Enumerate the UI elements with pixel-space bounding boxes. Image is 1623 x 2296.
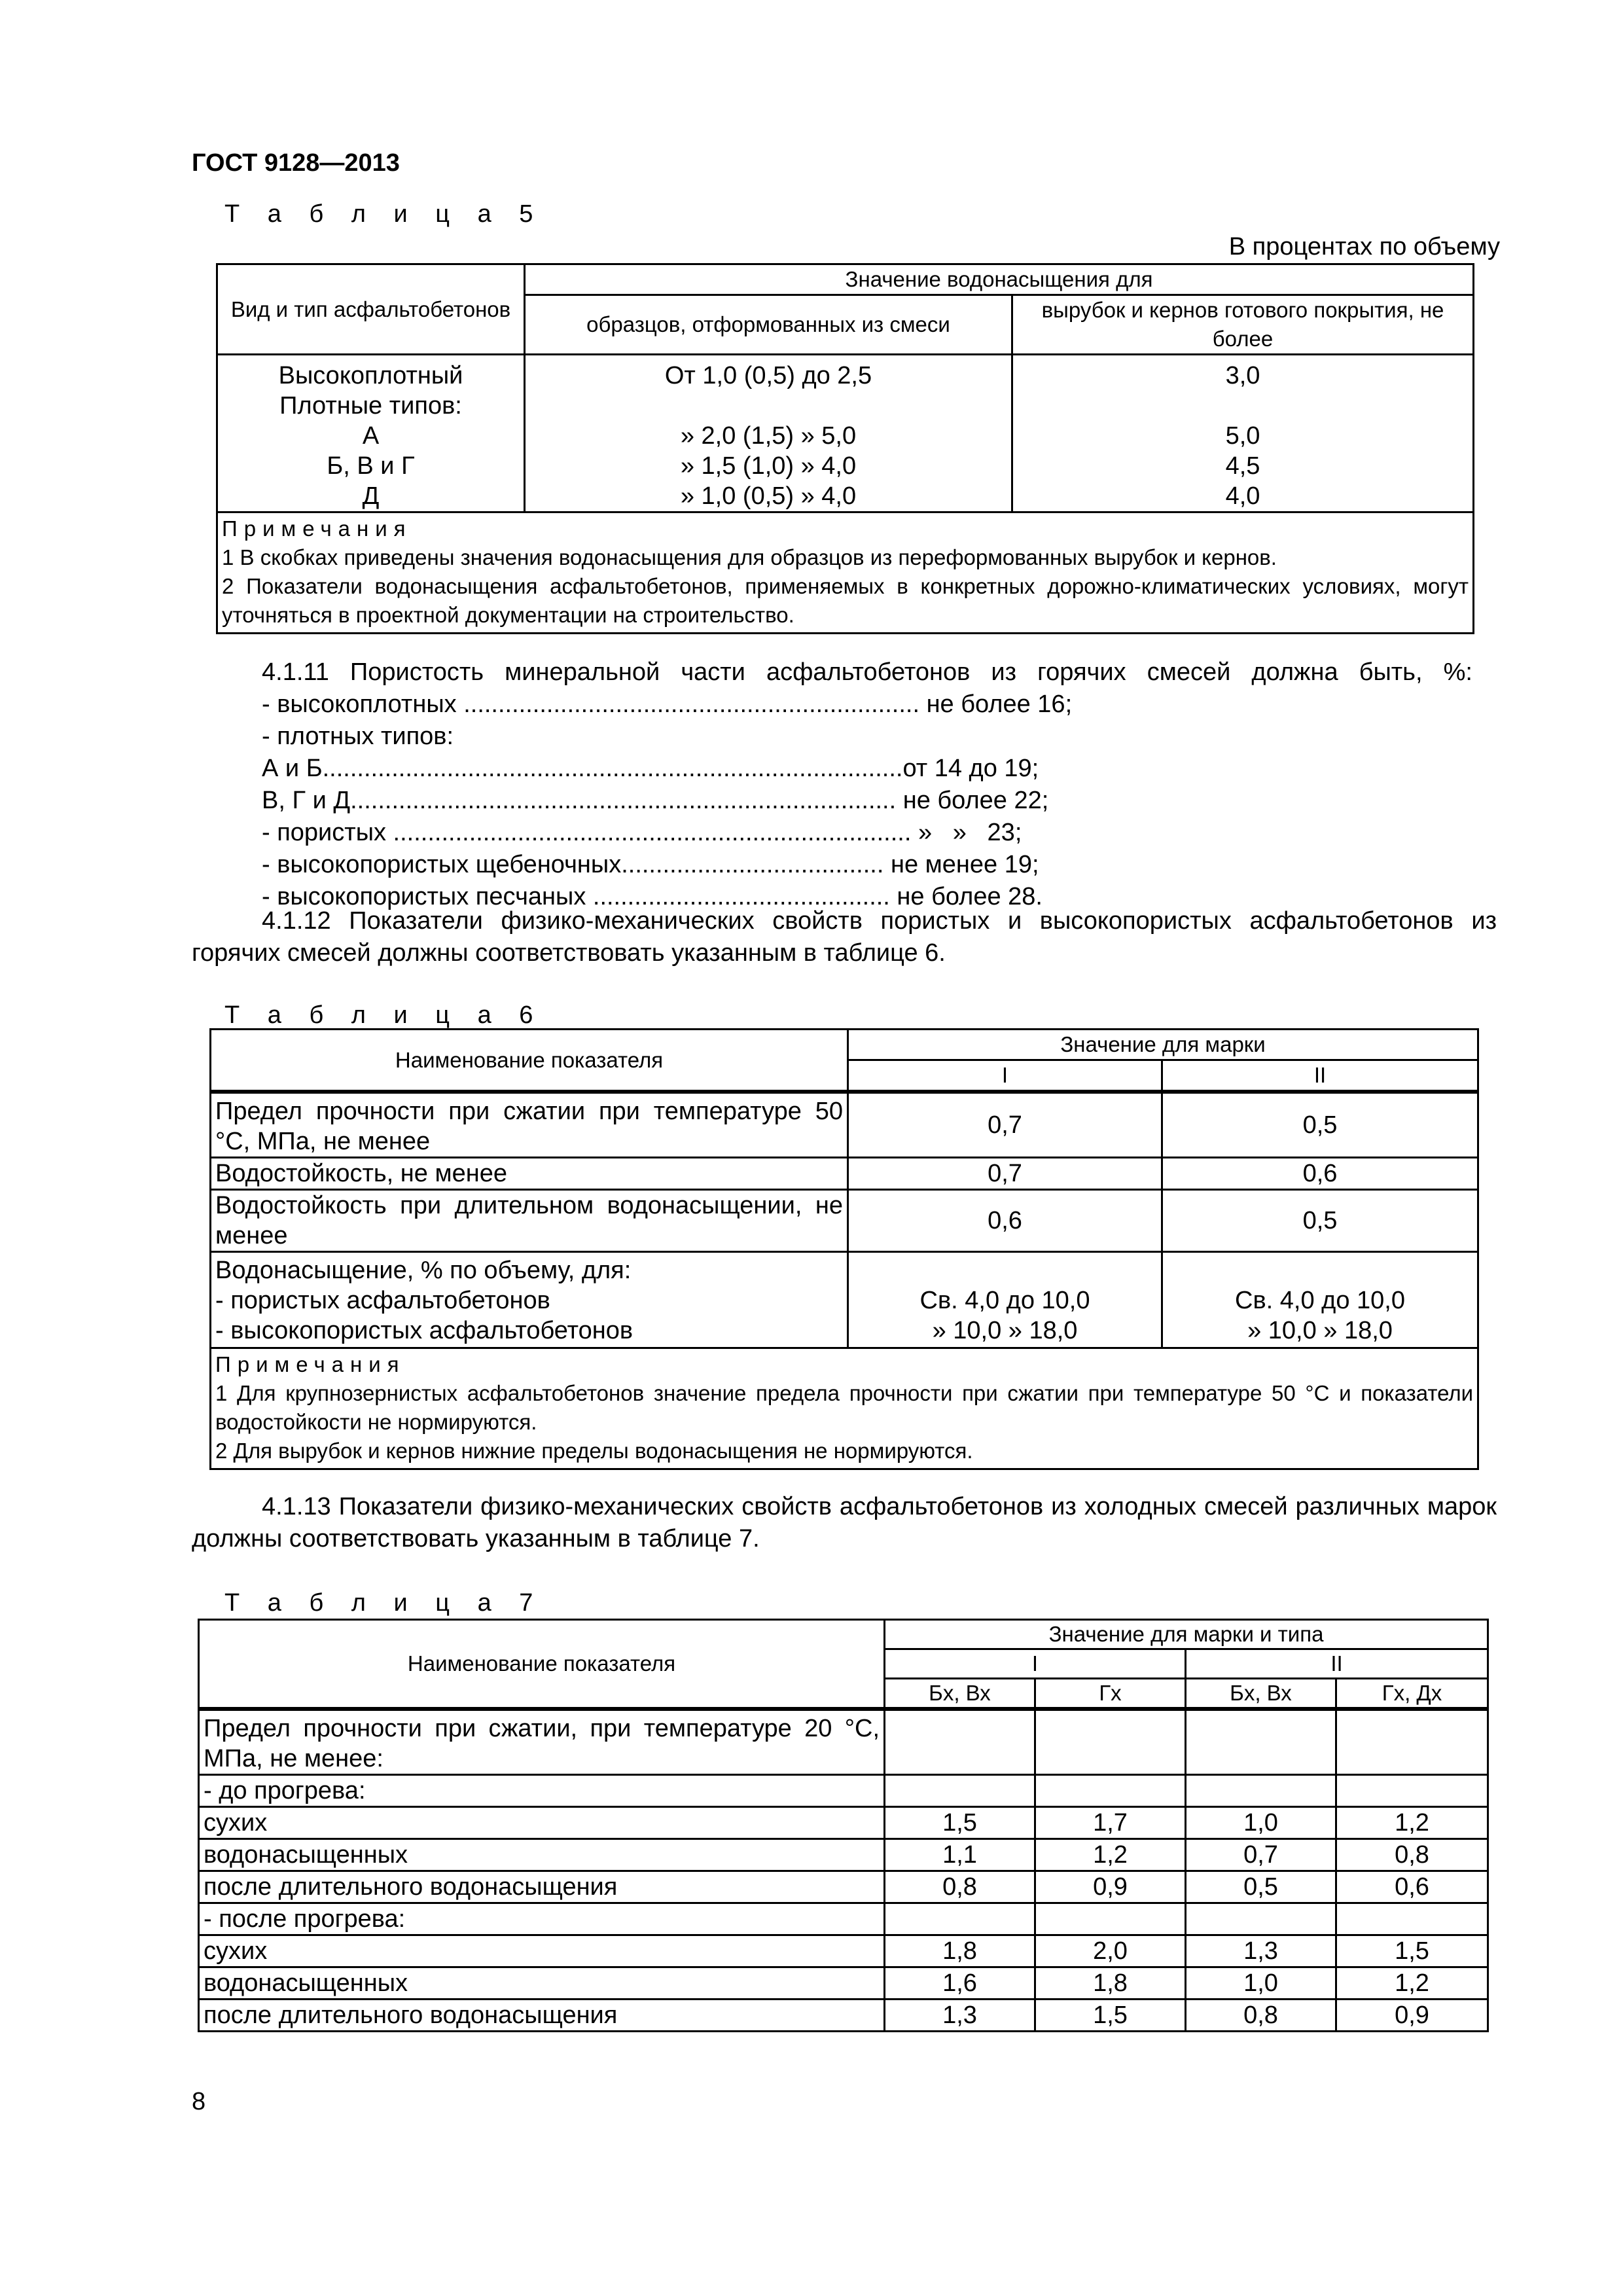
list-item-label: - высокопористых щебеночных xyxy=(262,851,622,878)
table7-row-name: Предел прочности при сжатии, при температуре 20 °С, МПа, не менее: xyxy=(199,1709,885,1775)
table5-row-name: Д xyxy=(362,482,380,510)
table5-row-name: Б, В и Г xyxy=(327,452,415,480)
table5-header-samples: образцов, отформованных из смеси xyxy=(525,295,1012,355)
table6-row-name: - пористых асфальтобетонов xyxy=(215,1287,550,1314)
table5-row-v1: » 1,0 (0,5) » 4,0 xyxy=(680,482,857,510)
list-item-value: не более 28. xyxy=(897,883,1043,910)
table7-cell xyxy=(1186,1775,1336,1807)
table6-header-group: Значение для марки xyxy=(848,1030,1478,1060)
table7-cell: 0,8 xyxy=(1186,2000,1336,2032)
table7-header-mark-2: II xyxy=(1186,1649,1488,1679)
table7-cell: 1,3 xyxy=(1186,1935,1336,1967)
table7-cell: 0,9 xyxy=(1035,1871,1186,1903)
list-item-label: А и Б xyxy=(262,755,323,782)
table7-cell xyxy=(1035,1709,1186,1775)
document-code: ГОСТ 9128—2013 xyxy=(192,149,400,177)
paragraph-4-1-12: 4.1.12 Показатели физико-механических свойств пористых и высокопористых асфальтобетонов из горячих смесей должны соответствовать указанным в таблице 6. xyxy=(192,907,1497,967)
page-number: 8 xyxy=(192,2088,206,2115)
table6-row-name: Предел прочности при сжатии при температуре 50 °С, МПа, не менее xyxy=(211,1092,848,1158)
table7-cell: 1,6 xyxy=(885,1967,1035,2000)
table5-row-v2: 5,0 xyxy=(1225,422,1260,450)
table7-row-name: сухих xyxy=(199,1807,885,1839)
table7-cell: 0,5 xyxy=(1186,1871,1336,1903)
list-item: А и Б....................................................................................от 14 до 19; xyxy=(262,755,1039,782)
table5 xyxy=(216,263,1474,634)
table6-header-name: Наименование показателя xyxy=(211,1030,848,1092)
paragraph-4-1-13: 4.1.13 Показатели физико-механических свойств асфальтобетонов из холодных смесей различных марок должны соответствовать указанным в таблице 7. xyxy=(192,1493,1497,1552)
table7-cell xyxy=(1336,1903,1488,1935)
table6 xyxy=(209,1028,1479,1470)
table7-cell: 1,2 xyxy=(1336,1807,1488,1839)
table5-row-v1 xyxy=(529,391,1007,421)
table7-cell xyxy=(1336,1775,1488,1807)
list-item-value: не менее 19; xyxy=(890,851,1039,878)
table7-cell xyxy=(885,1709,1035,1775)
table7-cell: 0,7 xyxy=(1186,1839,1336,1871)
table7-cell: 1,2 xyxy=(1035,1839,1186,1871)
paragraph-4-1-11: 4.1.11 Пористость минеральной части асфальтобетонов из горячих смесей должна быть, %: xyxy=(262,658,1472,686)
table7-cell: 1,2 xyxy=(1336,1967,1488,2000)
table7-cell xyxy=(1336,1709,1488,1775)
table7-cell: 0,9 xyxy=(1336,2000,1488,2032)
table6-cell: Св. 4,0 до 10,0 xyxy=(919,1287,1090,1314)
table6-cell: 0,6 xyxy=(848,1190,1162,1252)
table6-cell: 0,7 xyxy=(848,1092,1162,1158)
table6-cell: » 10,0 » 18,0 xyxy=(932,1317,1078,1344)
table7-row-name: после длительного водонасыщения xyxy=(199,1871,885,1903)
table7-cell xyxy=(885,1903,1035,1935)
table6-row-name: Водостойкость при длительном водонасыщении, не менее xyxy=(211,1190,848,1252)
table6-row-name: Водостойкость, не менее xyxy=(211,1158,848,1190)
table7-cell: 1,0 xyxy=(1186,1807,1336,1839)
table7-cell: 1,5 xyxy=(1336,1935,1488,1967)
table6-row-name: - высокопористых асфальтобетонов xyxy=(215,1317,633,1344)
table5-note-2: 2 Показатели водонасыщения асфальтобетонов, применяемых в конкретных дорожно-климатических условиях, могут уточняться в проектной документации на строительство. xyxy=(222,574,1469,627)
table7-row-name: сухих xyxy=(199,1935,885,1967)
table5-row-name: А xyxy=(362,422,380,450)
table7-cell xyxy=(1035,1775,1186,1807)
table7-cell: 1,5 xyxy=(885,1807,1035,1839)
table6-row-name: Водонасыщение, % по объему, для: xyxy=(215,1257,632,1284)
list-item-value: не более 16; xyxy=(926,691,1073,718)
table7-cell: 2,0 xyxy=(1035,1935,1186,1967)
table6-note-2: 2 Для вырубок и кернов нижние пределы водонасыщения не нормируются. xyxy=(215,1439,973,1463)
list-item-label: - высокоплотных xyxy=(262,691,457,718)
table7-cell: 0,8 xyxy=(1336,1839,1488,1871)
table5-row-v2: 4,0 xyxy=(1225,482,1260,510)
list-item-value: » » 23; xyxy=(918,819,1022,846)
table5-row-v1: » 2,0 (1,5) » 5,0 xyxy=(680,422,857,450)
list-item-label: - высокопористых песчаных xyxy=(262,883,586,910)
table7-cell: 1,8 xyxy=(1035,1967,1186,2000)
table7-header-type: Гх, Дх xyxy=(1336,1679,1488,1710)
list-item: - высокоплотных .................................................................. не более 16; xyxy=(262,691,1073,718)
table7-cell xyxy=(1035,1903,1186,1935)
table7-header-group: Значение для марки и типа xyxy=(885,1620,1488,1649)
list-item: - высокопористых щебеночных...................................... не менее 19; xyxy=(262,851,1039,878)
table7-header-name: Наименование показателя xyxy=(199,1620,885,1710)
table6-cell: » 10,0 » 18,0 xyxy=(1247,1317,1393,1344)
table7-row-name: водонасыщенных xyxy=(199,1839,885,1871)
table5-header-type: Вид и тип асфальтобетонов xyxy=(217,264,525,355)
table7-row-name: после длительного водонасыщения xyxy=(199,2000,885,2032)
table7-cell: 0,8 xyxy=(885,1871,1035,1903)
table5-row-v1: От 1,0 (0,5) до 2,5 xyxy=(664,362,872,389)
table5-caption: Т а б л и ц а 5 xyxy=(224,200,544,228)
list-item: - пористых ........................................................................... » » 23; xyxy=(262,819,1022,846)
table5-note-1: 1 В скобках приведены значения водонасыщения для образцов из переформованных вырубок и кернов. xyxy=(222,545,1277,569)
table7-cell: 1,8 xyxy=(885,1935,1035,1967)
table5-row-v2: 3,0 xyxy=(1225,362,1260,389)
list-item-value: от 14 до 19; xyxy=(902,755,1039,782)
table6-cell: 0,6 xyxy=(1162,1158,1478,1190)
table6-header-mark-1: I xyxy=(848,1060,1162,1092)
table7-header-type: Гх xyxy=(1035,1679,1186,1710)
table5-row-name: Плотные типов: xyxy=(279,392,462,420)
table6-cell: 0,5 xyxy=(1162,1092,1478,1158)
table6-note-1: 1 Для крупнозернистых асфальтобетонов значение предела прочности при сжатии при температуре 50 °С и показатели водостойкости не нормируются. xyxy=(215,1381,1474,1434)
table5-notes-title: Примечания xyxy=(222,516,412,541)
list-item: - высокопористых песчаных ........................................... не более 28. xyxy=(262,883,1043,910)
table7-row-name: - после прогрева: xyxy=(199,1903,885,1935)
list-item: В, Г и Д............................................................................... не более 22; xyxy=(262,787,1049,814)
table5-header-group: Значение водонасыщения для xyxy=(525,264,1474,295)
table5-row-v1: » 1,5 (1,0) » 4,0 xyxy=(680,452,857,480)
table7-header-mark-1: I xyxy=(885,1649,1186,1679)
table7-cell: 1,0 xyxy=(1186,1967,1336,2000)
table7-cell xyxy=(1186,1903,1336,1935)
table6-notes-title: Примечания xyxy=(215,1352,406,1376)
list-item-value: не более 22; xyxy=(902,787,1049,814)
table5-units: В процентах по объему xyxy=(1228,233,1500,260)
list-item-label: - плотных типов: xyxy=(262,723,454,750)
table7-caption: Т а б л и ц а 7 xyxy=(224,1589,544,1617)
table7 xyxy=(198,1619,1489,2032)
table5-row-name: Высокоплотный xyxy=(278,362,463,389)
table7-cell xyxy=(1186,1709,1336,1775)
list-item-label: В, Г и Д xyxy=(262,787,351,814)
table7-header-type: Бх, Вх xyxy=(885,1679,1035,1710)
table6-header-mark-2: II xyxy=(1162,1060,1478,1092)
table5-row-v2: 4,5 xyxy=(1225,452,1260,480)
table6-caption: Т а б л и ц а 6 xyxy=(224,1001,544,1029)
table7-cell: 1,7 xyxy=(1035,1807,1186,1839)
table6-cell: 0,5 xyxy=(1162,1190,1478,1252)
table7-cell: 1,3 xyxy=(885,2000,1035,2032)
table7-cell: 1,1 xyxy=(885,1839,1035,1871)
table7-cell: 1,5 xyxy=(1035,2000,1186,2032)
table7-row-name: водонасыщенных xyxy=(199,1967,885,2000)
table5-row-v2 xyxy=(1017,391,1469,421)
table5-header-cores: вырубок и кернов готового покрытия, не более xyxy=(1012,295,1474,355)
list-item-label: - пористых xyxy=(262,819,386,846)
table7-cell xyxy=(885,1775,1035,1807)
table7-header-type: Бх, Вх xyxy=(1186,1679,1336,1710)
table7-cell: 0,6 xyxy=(1336,1871,1488,1903)
list-item xyxy=(262,721,1472,753)
table7-row-name: - до прогрева: xyxy=(199,1775,885,1807)
table6-cell: 0,7 xyxy=(848,1158,1162,1190)
table6-cell: Св. 4,0 до 10,0 xyxy=(1235,1287,1405,1314)
